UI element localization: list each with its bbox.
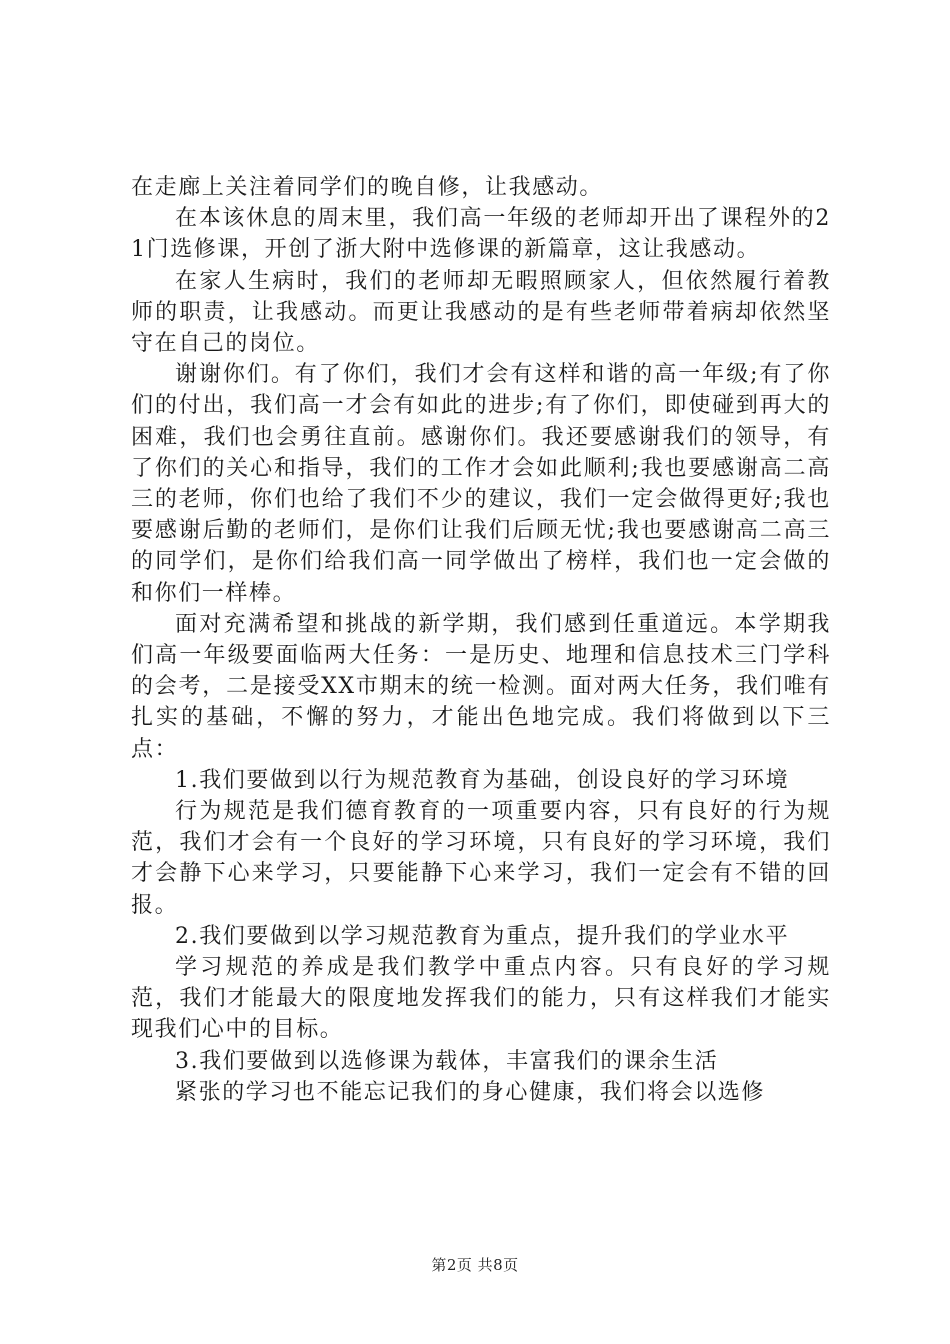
- paragraph-6: 行为规范是我们德育教育的一项重要内容，只有良好的行为规范，我们才会有一个良好的学习环境，只有良好的学习环境，我们才会静下心来学习，只要能静下心来学习，我们一定会有不错的回报。: [131, 799, 831, 918]
- paragraph-1: 在走廊上关注着同学们的晚自修，让我感动。: [131, 175, 604, 200]
- paragraph-2: 在本该休息的周末里，我们高一年级的老师却开出了课程外的21门选修课，开创了浙大附中选修课的新篇章，这让我感动。: [131, 206, 831, 263]
- heading-item-3: 3.我们要做到以选修课为载体，丰富我们的课余生活: [175, 1048, 719, 1074]
- document-body: [131, 172, 831, 1108]
- page-number-footer: 第2页 共8页: [431, 1256, 519, 1274]
- paragraph-5: 面对充满希望和挑战的新学期，我们感到任重道远。本学期我们高一年级要面临两大任务：一是历史、地理和信息技术三门学科的会考，二是接受XX市期末的统一检测。面对两大任务，我们唯有扎实的基础，不懈的努力，才能出色地完成。我们将做到以下三点：: [131, 611, 831, 762]
- paragraph-8: 紧张的学习也不能忘记我们的身心健康，我们将会以选修: [175, 1079, 766, 1105]
- paragraph-7: 学习规范的养成是我们教学中重点内容。只有良好的学习规范，我们才能最大的限度地发挥我们的能力，只有这样我们才能实现我们心中的目标。: [131, 955, 831, 1043]
- heading-item-1: 1.我们要做到以行为规范教育为基础，创设良好的学习环境: [175, 767, 790, 793]
- paragraph-4: 谢谢你们。有了你们，我们才会有这样和谐的高一年级;有了你们的付出，我们高一才会有如此的进步;有了你们，即使碰到再大的困难，我们也会勇往直前。感谢你们。我还要感谢我们的领导，有了你们的关心和指导，我们的工作才会如此顺利;我也要感谢高二高三的老师，你们也给了我们不少的建议，我们一定会做得更好;我也要感谢后勤的老师们，是你们让我们后顾无忧;我也要感谢高二高三的同学们，是你们给我们高一同学做出了榜样，我们也一定会做的和你们一样棒。: [131, 362, 831, 606]
- paragraph-3: 在家人生病时，我们的老师却无暇照顾家人，但依然履行着教师的职责，让我感动。而更让我感动的是有些老师带着病却依然坚守在自己的岗位。: [131, 268, 831, 357]
- heading-item-2: 2.我们要做到以学习规范教育为重点，提升我们的学业水平: [175, 923, 790, 949]
